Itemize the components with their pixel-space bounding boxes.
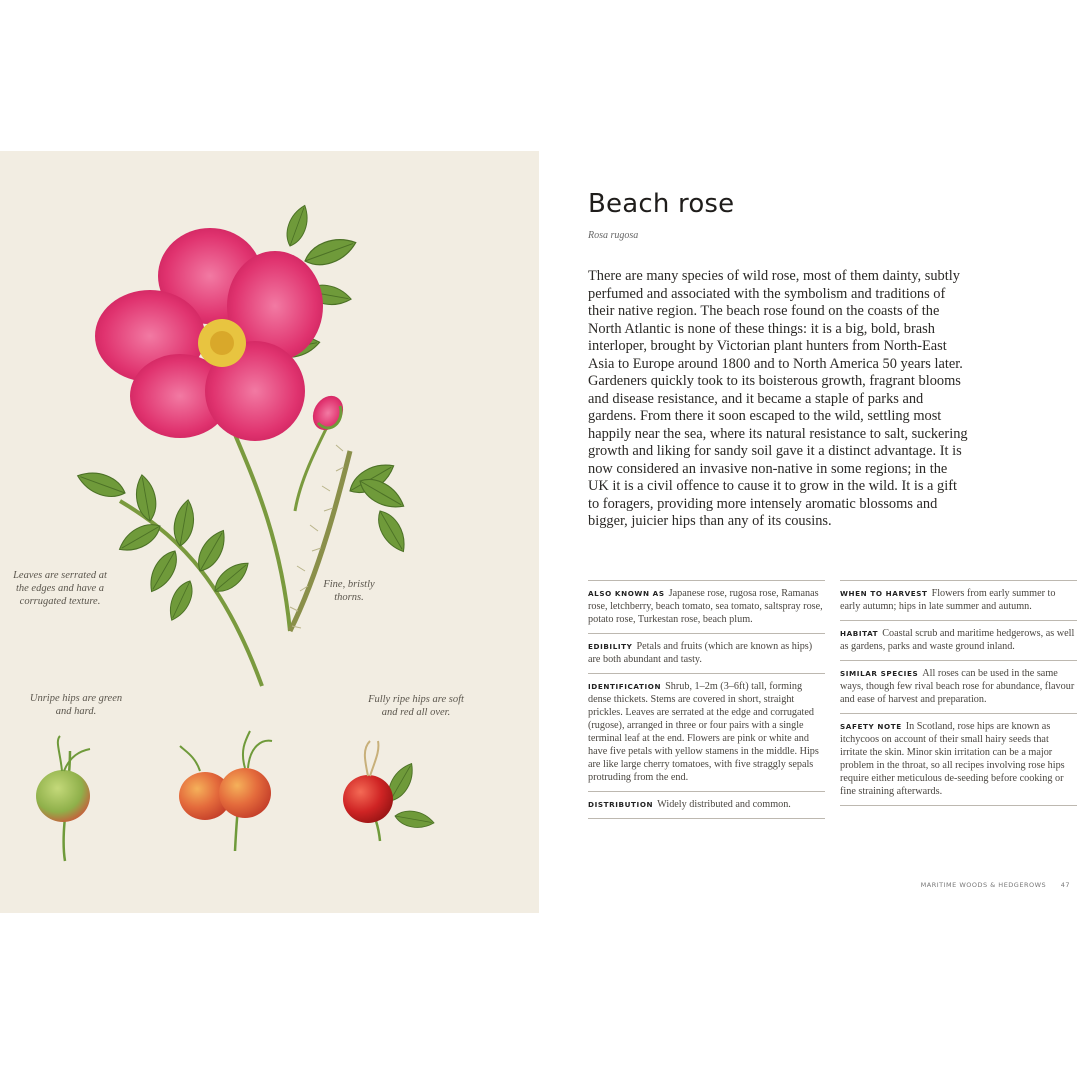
page-title: Beach rose <box>588 189 735 219</box>
body-text: There are many species of wild rose, most of them dainty, subtly perfumed and associated with the symbolism and traditions of their native region. The beach rose found on the coasts of the North Atlantic is none of these things: it is a big, bold, brash interloper, brought by Victorian plant hunters from North-East Asia to Europe around 1800 and to North America 50 years later. Gardeners quickly took to its boisterous growth, fragrant blooms and disease resistance, and it became a staple of parks and gardens. From there it soon escaped to the wild, settling most happily near the sea, where its natural resistance to salt, suckering growth and liking for sandy soil gave it a distinct advantage. It is now considered an invasive non-native in some regions; in the UK it is a civil offence to cause it to grow in the wild. It is a gift to foragers, providing more intensely aromatic blossoms and bigger, juicier hips than any of its cousins. <box>588 268 968 529</box>
footer-section: MARITIME WOODS & HEDGEROWS <box>920 881 1047 889</box>
text-page <box>539 151 1080 913</box>
fact-also-known-as: ALSO KNOWN AS Japanese rose, rugosa rose, Ramanas rose, letchberry, beach tomato, sea tomato, saltspray rose, potato rose, Turkestan rose, beach plum. <box>588 580 825 633</box>
botanical-illustration-page <box>0 151 539 913</box>
beach-rose-illustration <box>0 151 539 913</box>
fact-distribution: DISTRIBUTION Widely distributed and common. <box>588 791 825 819</box>
ripe-hip <box>343 741 435 841</box>
fact-identification: IDENTIFICATION Shrub, 1–2m (3–6ft) tall, forming dense thickets. Stems are covered in short, straight prickles. Leaves are serrated at the edge and corrugated (rugose), arranged in three or four pairs with a single terminal leaf at the end. Flowers are pink or white and have five petals with yellow stamens in the middle. Hips are like large cherry tomatoes, with five straggly sepals protruding from the end. <box>588 673 825 791</box>
ripe-hip-caption: Fully ripe hips are soft and red all over. <box>368 694 464 718</box>
fact-safety-note: SAFETY NOTE In Scotland, rose hips are known as itchycoos on account of their small hairy seeds that irritate the skin. Minor skin irritation can be a major problem in the throat, so all recipes involving rose hips require either meticulous de-seeding before cooking or fine straining afterwards. <box>840 713 1077 806</box>
page-footer <box>909 881 1070 889</box>
thorns-caption: Fine, bristly thorns. <box>323 579 375 603</box>
facts-column-left <box>588 580 825 819</box>
book-spread <box>0 151 1080 913</box>
unripe-hip-caption: Unripe hips are green and hard. <box>29 693 123 717</box>
leaf-caption: Leaves are serrated at the edges and have a corrugated texture. <box>13 570 107 607</box>
rose-flower <box>95 228 323 441</box>
latin-name: Rosa rugosa <box>588 230 639 241</box>
fact-habitat: HABITAT Coastal scrub and maritime hedgerows, as well as gardens, parks and waste ground inland. <box>840 620 1077 660</box>
semi-ripe-hips <box>179 731 272 851</box>
fact-when-to-harvest: WHEN TO HARVEST Flowers from early summer to early autumn; hips in late summer and autumn. <box>840 580 1077 620</box>
facts-column-right <box>840 580 1077 806</box>
fact-edibility: EDIBILITY Petals and fruits (which are known as hips) are both abundant and tasty. <box>588 633 825 673</box>
unripe-hip <box>36 736 90 861</box>
page-number: 47 <box>1060 881 1070 889</box>
fact-similar-species: SIMILAR SPECIES All roses can be used in the same ways, though few rival beach rose for abundance, flavour and ease of harvest and preparation. <box>840 660 1077 713</box>
